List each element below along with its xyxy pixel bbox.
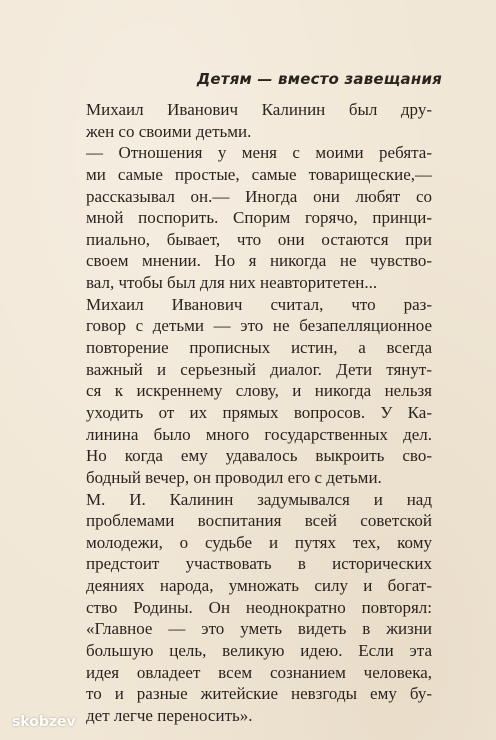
text-line: вал, чтобы был для них неавторитетен... [86,273,378,293]
text-line: говор с детьми — это не безапелляционное [86,316,432,336]
text-line: дет легче переносить». [86,705,253,725]
text-line: Михаил Иванович Калинин был дру- [86,100,432,119]
text-line: ство Родины. Он неоднократно повторял: [86,597,432,617]
text-line: молодежи, о судьбе и путях тех, кому [86,532,432,552]
text-line: идея овладеет всем сознанием человека, [86,662,432,682]
text-line: — Отношения у меня с моими ребята- [86,143,432,163]
text-line: своем мнении. Но я никогда не чувство- [86,251,432,271]
text-line: деяниях народа, умножать силу и богат- [86,576,432,596]
text-line: важный и серьезный диалог. Дети тянут- [86,359,432,379]
text-line: большую цель, великую идею. Если эта [86,641,432,661]
text-line: «Главное — это уметь видеть в жизни [86,619,432,639]
text-line: бодный вечер, он проводил его с детьми. [86,467,382,487]
text-line: М. И. Калинин задумывался и над [86,489,432,509]
text-line: линина было много государственных дел. [86,424,432,444]
watermark-logo: skobzev [12,714,76,730]
text-line: Михаил Иванович считал, что раз- [86,294,432,314]
text-line: то и разные житейские невзгоды ему бу- [86,684,432,704]
text-line: Но когда ему удавалось выкроить сво- [86,446,432,466]
text-line: мной поспорить. Спорим горячо, принци- [86,208,432,228]
text-line: повторение прописных истин, а всегда [86,338,432,358]
text-line: ми самые простые, самые товарищеские,— [86,164,432,184]
text-line: жен со своими детьми. [86,121,252,141]
text-line: проблемами воспитания всей советской [86,511,432,531]
page-header-title: Детям — вместо завещания [196,70,442,88]
text-line: пиально, бывает, что они остаются при [86,229,432,249]
text-line: уходить от их прямых вопросов. У Ка- [86,402,432,422]
body-text [86,99,432,727]
text-line: предстоит участвовать в исторических [86,554,432,574]
text-line: ся к искреннему слову, и никогда нельзя [86,381,432,401]
text-line: рассказывал он.— Иногда они любят со [86,186,432,206]
